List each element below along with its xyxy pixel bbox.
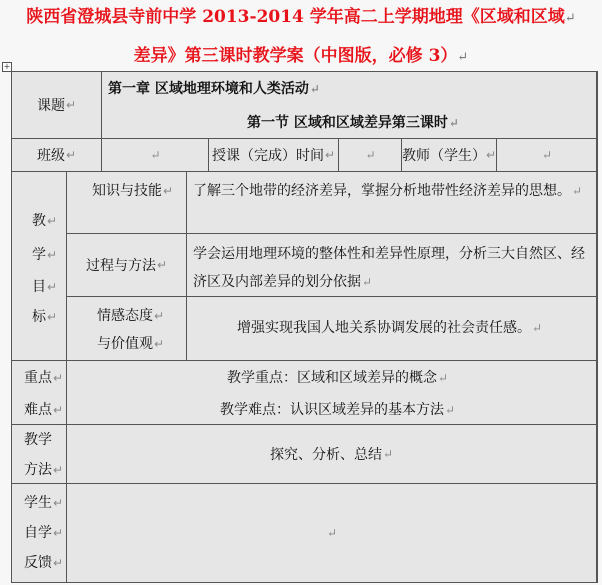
process-text-content: 学会运用地理环境的整体性和差异性原理，分析三大自然区、经济区及内部差异的划分依据 <box>193 246 585 290</box>
topic-section <box>247 112 459 132</box>
method-text-cell <box>67 425 597 484</box>
topic-chapter-text: 第一章 区域地理环境和人类活动 <box>108 81 309 97</box>
process-label: 过程与方法 <box>85 258 156 274</box>
feedback-label-2 <box>24 522 63 542</box>
topic-chapter <box>108 78 320 98</box>
emotion-text-cell <box>187 297 597 361</box>
goals-char-1 <box>32 210 57 230</box>
teacher-label: 教师（学生） <box>402 148 486 164</box>
key-label-cell <box>12 361 67 425</box>
process-label-cell <box>67 234 187 297</box>
feedback-label-1-text: 学生 <box>24 495 52 511</box>
process-text <box>193 240 591 296</box>
feedback-label-3-text: 反馈 <box>24 555 52 571</box>
return-mark: ↵ <box>572 184 583 198</box>
lesson-time-label-cell <box>209 139 339 172</box>
difficult-point <box>220 399 455 419</box>
return-mark: ↵ <box>324 148 336 162</box>
title-line-1-text: 陕西省澄城县寺前中学 2013-2014 学年高二上学期地理《区域和区域 <box>26 7 565 27</box>
class-value-cell[interactable] <box>102 139 209 172</box>
teacher-value-cell[interactable] <box>497 139 597 172</box>
table-move-handle-icon[interactable]: + <box>3 62 11 71</box>
return-mark: ↵ <box>532 321 543 335</box>
return-mark: ↵ <box>457 50 469 65</box>
difficult-point-text: 教学难点：认识区域差异的基本方法 <box>220 402 444 418</box>
key-text-cell <box>67 361 597 425</box>
title-line-1 <box>0 0 602 35</box>
feedback-label-1 <box>24 492 63 512</box>
method-text: 探究、分析、总结 <box>269 447 382 463</box>
topic-value-cell <box>102 72 597 139</box>
feedback-label-cell <box>12 484 67 582</box>
emotion-text <box>237 317 542 337</box>
return-mark: ↵ <box>309 82 320 96</box>
topic-label: 课题 <box>36 98 65 114</box>
goals-char-1-text: 教 <box>32 213 46 229</box>
return-mark: ↵ <box>53 556 64 570</box>
return-mark: ↵ <box>438 371 449 385</box>
return-mark: ↵ <box>53 526 64 540</box>
process-text-cell <box>187 234 597 297</box>
return-mark: ↵ <box>485 148 496 162</box>
goals-char-3 <box>32 276 57 296</box>
return-mark: ↵ <box>382 447 394 461</box>
method-label-1-text: 教学 <box>24 432 52 448</box>
goals-label-cell <box>12 172 67 361</box>
emotion-label-2-text: 与价值观 <box>97 336 153 352</box>
return-mark: ↵ <box>448 116 459 130</box>
emotion-label-2 <box>97 333 164 353</box>
return-mark: ↵ <box>53 463 64 477</box>
return-mark: ↵ <box>445 403 456 417</box>
return-mark: ↵ <box>47 248 58 262</box>
lesson-time-label: 授课（完成）时间 <box>211 148 324 164</box>
method-label-2-text: 方法 <box>24 462 52 478</box>
return-mark: ↵ <box>53 371 64 385</box>
return-mark: ↵ <box>154 309 165 323</box>
return-mark: ↵ <box>362 275 373 289</box>
document-title <box>0 0 602 74</box>
return-mark: ↵ <box>65 98 77 112</box>
teacher-label-cell <box>402 139 497 172</box>
feedback-label-2-text: 自学 <box>24 525 52 541</box>
method-label-1 <box>24 429 52 449</box>
title-line-2-text: 差异》第三课时教学案（中图版，必修 3） <box>133 46 458 66</box>
return-mark: ↵ <box>47 280 58 294</box>
method-label-cell <box>12 425 67 484</box>
return-mark: ↵ <box>156 258 168 272</box>
goals-char-4-text: 标 <box>32 309 46 325</box>
knowledge-label <box>92 180 173 200</box>
return-mark: ↵ <box>47 310 58 324</box>
emotion-label-cell <box>67 297 187 361</box>
knowledge-text <box>193 180 582 200</box>
knowledge-text-cell <box>187 172 597 234</box>
key-label-1 <box>24 367 63 387</box>
goals-char-3-text: 目 <box>32 279 46 295</box>
knowledge-text-content: 了解三个地带的经济差异，掌握分析地带性经济差异的思想。 <box>193 183 571 199</box>
feedback-text-cell[interactable] <box>67 484 597 582</box>
lesson-time-value-cell[interactable] <box>339 139 402 172</box>
key-label-1-text: 重点 <box>24 370 52 386</box>
knowledge-label-text: 知识与技能 <box>92 183 162 199</box>
feedback-label-3 <box>24 552 63 572</box>
goals-char-2-text: 学 <box>32 247 46 263</box>
return-mark: ↵ <box>163 184 174 198</box>
class-label: 班级 <box>36 148 65 164</box>
key-point-text: 教学重点：区域和区域差异的概念 <box>227 370 437 386</box>
return-mark: ↵ <box>541 148 553 162</box>
knowledge-label-cell <box>67 172 187 234</box>
lesson-plan-table <box>11 71 598 583</box>
emotion-label-1-text: 情感态度 <box>97 308 153 324</box>
topic-label-cell <box>12 72 102 139</box>
return-mark: ↵ <box>65 148 77 162</box>
class-label-cell <box>12 139 102 172</box>
return-mark: ↵ <box>154 337 165 351</box>
return-mark: ↵ <box>365 148 376 162</box>
goals-char-2 <box>32 244 57 264</box>
emotion-label-1 <box>97 305 164 325</box>
method-label-2 <box>24 459 63 479</box>
return-mark: ↵ <box>150 148 161 162</box>
goals-char-4 <box>32 306 57 326</box>
return-mark: ↵ <box>564 11 576 26</box>
title-line-2 <box>0 39 602 74</box>
key-label-2-text: 难点 <box>24 402 52 418</box>
return-mark: ↵ <box>53 403 64 417</box>
key-label-2 <box>24 399 63 419</box>
return-mark: ↵ <box>326 526 338 540</box>
return-mark: ↵ <box>47 214 58 228</box>
key-point <box>227 367 448 387</box>
return-mark: ↵ <box>53 496 64 510</box>
topic-section-text: 第一节 区域和区域差异第三课时 <box>247 115 448 131</box>
emotion-text-content: 增强实现我国人地关系协调发展的社会责任感。 <box>237 320 531 336</box>
